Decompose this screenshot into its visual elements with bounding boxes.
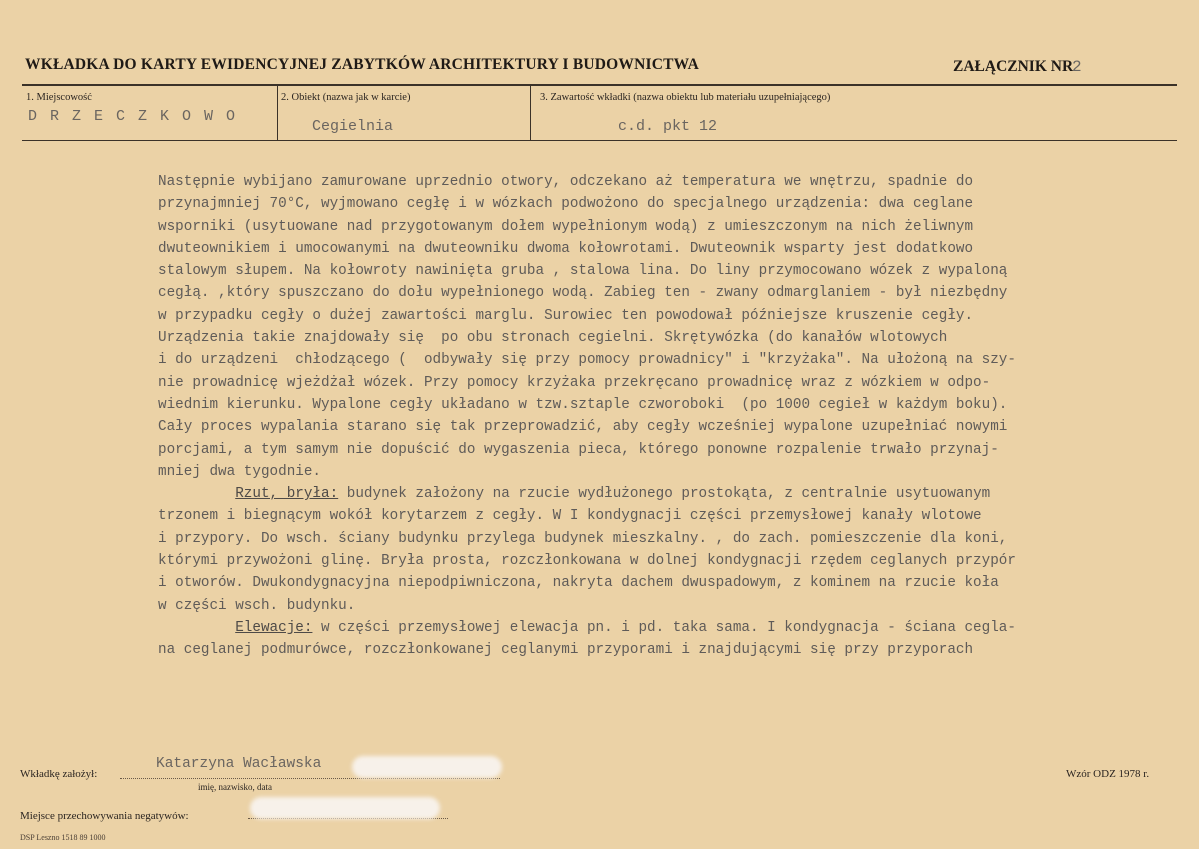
founder-label: Wkładkę założył: (20, 768, 98, 780)
body-line: wsporniki (usytuowane nad przygotowanym dołem wypełnionym wodą) z umieszczonym na nich żeliwnym (158, 218, 974, 235)
contents-label: 3. Zawartość wkładki (nazwa obiektu lub materiału uzupełniającego) (540, 92, 831, 103)
body-line: stalowym słupem. Na kołowroty nawinięta gruba , stalowa lina. Do liny przymocowano wózek z wypaloną (158, 263, 1008, 280)
body-line: w części wsch. budynku. (158, 597, 356, 614)
field-divider-1 (277, 86, 278, 141)
body-line: porcjami, a tym samym nie dopuścić do wygaszenia pieca, którego ponowne rozpalenie trwało przynaj- (158, 441, 999, 458)
card-title: WKŁADKA DO KARTY EWIDENCYJNEJ ZABYTKÓW ARCHITEKTURY I BUDOWNICTWA (25, 56, 700, 73)
founder-line (120, 778, 500, 779)
body-line: Cały proces wypalania starano się tak przeprowadzić, aby cegły wcześniej wypalone uzupełniać nowymi (158, 419, 1008, 436)
print-info: DSP Leszno 1518 89 1000 (20, 833, 106, 842)
section-elevations-heading: Elewacje: (235, 619, 313, 636)
description-text (158, 171, 1178, 662)
redaction-storage (250, 797, 440, 819)
body-line: przynajmniej 70°C, wyjmowano cegłę i w wózkach podwożono do specjalnego urządzenia: dwa ceglane (158, 196, 974, 213)
founder-value: Katarzyna Wacławska (156, 756, 322, 772)
section-elevations (158, 617, 1178, 639)
body-line: Urządzenia takie znajdowały się po obu stronach cegielni. Skrętywózka (do kanałów wlotowych (158, 330, 948, 347)
body-line: nie prowadnicę wjeżdżał wózek. Przy pomocy krzyżaka przekręcano prowadnicę wraz z wózkiem w odpo- (158, 374, 991, 391)
object-label: 2. Obiekt (nazwa jak w karcie) (281, 92, 411, 103)
attachment-number: 2 (1072, 58, 1082, 76)
body-line: wiednim kierunku. Wypalone cegły układano w tzw.sztaple czworoboki (po 1000 cegieł w każdym boku). (158, 396, 1008, 413)
body-line: którymi przywożoni glinę. Bryła prosta, rozczłonkowana w dolnej kondygnacji rzędem ceglanych przypór (158, 553, 1016, 570)
locality-label: 1. Miejscowość (26, 92, 92, 103)
section-plan (158, 483, 1178, 505)
section-plan-heading: Rzut, bryła: (235, 486, 339, 503)
field-divider-2 (530, 86, 531, 141)
contents-value: c.d. pkt 12 (618, 118, 718, 135)
body-line: w części przemysłowej elewacja pn. i pd. taka sama. I kondygnacja - ściana cegla- (312, 619, 1016, 636)
fields-rule (22, 140, 1177, 141)
body-line: budynek założony na rzucie wydłużonego prostokąta, z centralnie usytuowanym (338, 486, 991, 503)
body-line: w przypadku cegły o dużej zawartości marglu. Surowiec ten powodował późniejsze kruszenie cegły. (158, 307, 974, 324)
form-code: Wzór ODZ 1978 r. (1066, 768, 1150, 780)
storage-label: Miejsce przechowywania negatywów: (20, 810, 189, 822)
body-line: i do urządzeni chłodzącego ( odbywały się przy pomocy prowadnicy" i "krzyżaka". Na ułożoną na szy- (158, 352, 1016, 369)
body-line: mniej dwa tygodnie. (158, 463, 322, 480)
body-line: na ceglanej podmurówce, rozczłonkowanej ceglanymi przyporami i znajdującymi się przy przyporach (158, 642, 974, 659)
body-line: i przypory. Do wsch. ściany budynku przylega budynek mieszkalny. , do zach. pomieszczenie dla koni, (158, 530, 1008, 547)
body-line: i otworów. Dwukondygnacyjna niepodpiwniczona, nakryta dachem dwuspadowym, z kominem na rzucie koła (158, 575, 999, 592)
body-line: trzonem i biegnącym wokół korytarzem z cegły. W I kondygnacji części przemysłowej kanały wlotowe (158, 508, 982, 525)
locality-value: D R Z E C Z K O W O (28, 108, 238, 125)
body-line: dwuteownikiem i umocowanymi na dwuteowniku dwoma kołowrotami. Dwuteownik wsparty jest dodatkowo (158, 240, 974, 257)
body-line: Następnie wybijano zamurowane uprzednio otwory, odczekano aż temperatura we wnętrzu, spadnie do (158, 174, 974, 190)
attachment-label: ZAŁĄCZNIK NR (953, 58, 1074, 75)
object-value: Cegielnia (312, 118, 394, 135)
body-line: cegłą. ,który spuszczano do dołu wypełnionego wodą. Zabieg ten - zwany odmarglaniem - był niezbędny (158, 285, 1008, 302)
founder-hint: imię, nazwisko, data (198, 782, 272, 792)
header-rule (22, 84, 1177, 86)
redaction-date (352, 756, 502, 778)
